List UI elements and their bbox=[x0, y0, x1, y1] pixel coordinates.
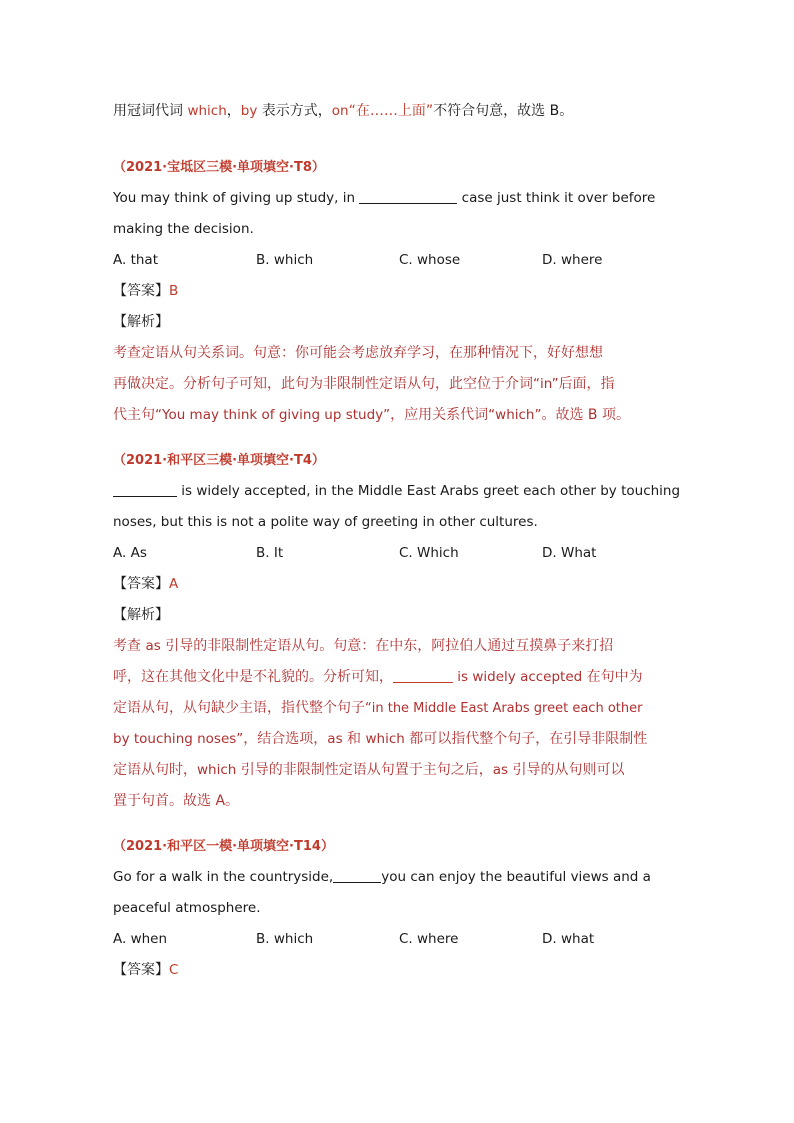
stem-text: you can enjoy the beautiful views and a bbox=[381, 869, 651, 885]
analysis-text bbox=[113, 724, 685, 755]
analysis-segment: “in the Middle East Arabs greet each other bbox=[365, 701, 643, 716]
intro-keyword: which bbox=[187, 103, 227, 119]
answer-value: C bbox=[169, 962, 179, 978]
analysis-segment: ，结合选项， bbox=[243, 731, 328, 747]
analysis-segment: “in” bbox=[533, 376, 559, 392]
analysis-segment: 引导的非限制性定语从句置于主句之后， bbox=[236, 762, 493, 778]
analysis-segment: which bbox=[197, 762, 237, 778]
answer-label: 【答案】 bbox=[113, 283, 169, 299]
analysis-segment: 代主句 bbox=[113, 407, 155, 423]
question-stem bbox=[113, 476, 685, 507]
analysis-segment: 呼，这在其他文化中是不礼貌的。分析可知， bbox=[113, 669, 393, 685]
analysis-text bbox=[113, 631, 685, 662]
document-page bbox=[113, 96, 685, 986]
options-row bbox=[113, 245, 685, 276]
intro-text: 用冠词代词 bbox=[113, 103, 188, 119]
stem-text: You may think of giving up study, in bbox=[113, 190, 360, 206]
question-title: （2021·和平区一模·单项填空·T14） bbox=[113, 839, 334, 854]
question-stem: peaceful atmosphere. bbox=[113, 900, 261, 916]
analysis-segment: 引导的非限制性定语从句。句意：在中东，阿拉伯人通过互摸鼻子来打招 bbox=[160, 638, 614, 654]
analysis-segment: by touching noses” bbox=[113, 731, 244, 747]
analysis-segment: 定语从句，从句缺少主语，指代整个句子 bbox=[113, 700, 365, 716]
answer-value: B bbox=[169, 283, 179, 299]
answer-blank bbox=[333, 868, 381, 883]
analysis-segment: is widely accepted bbox=[453, 669, 583, 685]
analysis-segment: ，应用关系代词 bbox=[390, 407, 489, 423]
analysis-segment: 引导的从句则可以 bbox=[508, 762, 625, 778]
option-a: A. when bbox=[113, 931, 168, 947]
analysis-text bbox=[113, 369, 685, 400]
analysis-segment: which bbox=[365, 731, 405, 747]
question-stem: noses, but this is not a polite way of greeting in other cultures. bbox=[113, 514, 538, 530]
analysis-segment: “which” bbox=[488, 407, 542, 423]
answer-line bbox=[113, 569, 685, 600]
question-title: （2021·和平区三模·单项填空·T4） bbox=[113, 453, 325, 468]
analysis-segment: 再做决定。分析句子可知，此句为非限制性定语从句，此空位于介词 bbox=[113, 376, 533, 392]
stem-text: Go for a walk in the countryside, bbox=[113, 869, 334, 885]
answer-blank bbox=[393, 668, 453, 683]
question-stem bbox=[113, 183, 685, 214]
analysis-segment: 在句中为 bbox=[582, 669, 643, 685]
analysis-text bbox=[113, 400, 685, 431]
answer-label: 【答案】 bbox=[113, 576, 169, 592]
stem-text: case just think it over before bbox=[457, 190, 656, 206]
question-title: （2021·宝坻区三模·单项填空·T8） bbox=[113, 160, 325, 175]
analysis-text bbox=[113, 755, 685, 786]
intro-keyword: “在……上面” bbox=[348, 103, 434, 119]
answer-line bbox=[113, 276, 685, 307]
analysis-segment: as bbox=[327, 731, 343, 747]
intro-line bbox=[113, 96, 685, 127]
analysis-text: 考查定语从句关系词。句意：你可能会考虑放弃学习，在那种情况下，好好想想 bbox=[113, 345, 603, 361]
option-a: A. As bbox=[113, 545, 147, 561]
analysis-label: 【解析】 bbox=[113, 314, 169, 330]
question-stem bbox=[113, 862, 685, 893]
analysis-segment: 后面，指 bbox=[558, 376, 615, 392]
intro-text: 不符合句意，故选 B。 bbox=[433, 103, 574, 119]
option-a: A. that bbox=[113, 252, 158, 268]
analysis-segment: 考查 bbox=[113, 638, 146, 654]
analysis-text: 置于句首。故选 A。 bbox=[113, 793, 240, 809]
option-c: C. where bbox=[399, 931, 459, 947]
option-d: D. What bbox=[542, 545, 597, 561]
analysis-segment: as bbox=[492, 762, 509, 778]
options-row bbox=[113, 924, 685, 955]
answer-blank bbox=[359, 189, 457, 204]
intro-text: 表示方式， bbox=[257, 103, 332, 119]
option-c: C. Which bbox=[399, 545, 459, 561]
intro-keyword: by bbox=[240, 103, 258, 119]
analysis-text bbox=[113, 662, 685, 693]
option-d: D. what bbox=[542, 931, 595, 947]
analysis-segment: “You may think of giving up study” bbox=[155, 407, 391, 423]
option-c: C. whose bbox=[399, 252, 461, 268]
analysis-segment: as bbox=[145, 638, 161, 654]
question-stem: making the decision. bbox=[113, 221, 254, 237]
option-b: B. which bbox=[256, 931, 314, 947]
option-b: B. which bbox=[256, 252, 314, 268]
option-d: D. where bbox=[542, 252, 603, 268]
analysis-label: 【解析】 bbox=[113, 607, 169, 623]
intro-keyword: on bbox=[331, 103, 349, 119]
answer-line bbox=[113, 955, 685, 986]
analysis-segment: 都可以指代整个句子，在引导非限制性 bbox=[404, 731, 648, 747]
option-b: B. It bbox=[256, 545, 284, 561]
intro-text: ， bbox=[226, 103, 241, 119]
options-row bbox=[113, 538, 685, 569]
answer-label: 【答案】 bbox=[113, 962, 169, 978]
answer-value: A bbox=[169, 576, 179, 592]
stem-text: is widely accepted, in the Middle East Arabs greet each other by touching bbox=[177, 483, 681, 499]
analysis-segment: 和 bbox=[342, 731, 366, 747]
analysis-text bbox=[113, 693, 685, 724]
analysis-segment: 。故选 B 项。 bbox=[541, 407, 630, 423]
analysis-segment: 定语从句时， bbox=[113, 762, 197, 778]
answer-blank bbox=[113, 482, 177, 497]
